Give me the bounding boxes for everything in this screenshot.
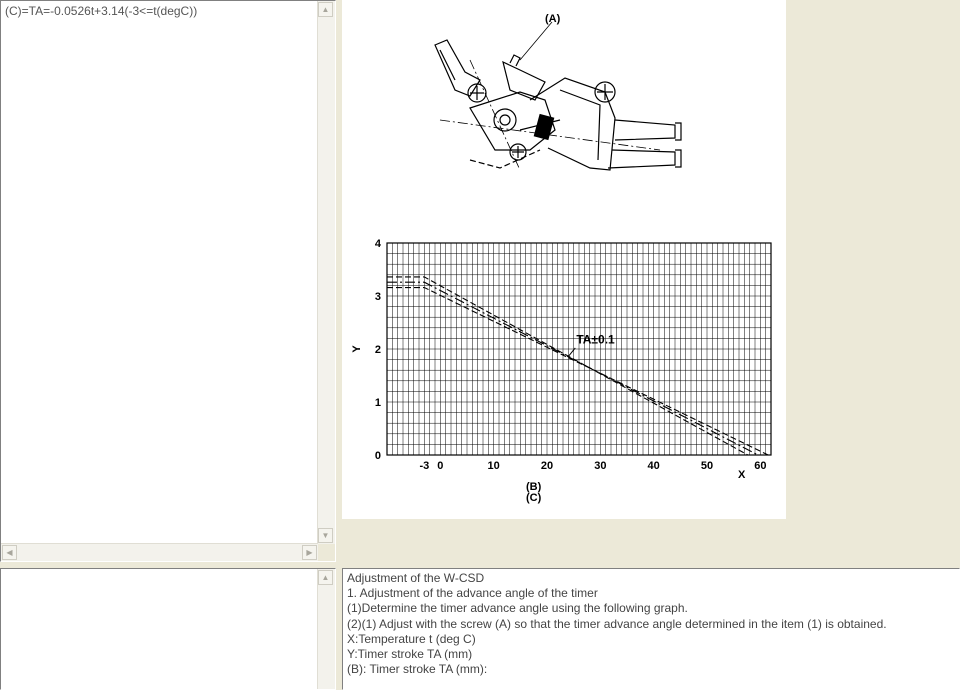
formula-horizontal-scrollbar[interactable] — [1, 543, 318, 561]
scroll-right-button[interactable]: ▶ — [302, 545, 317, 560]
y-tick-label: 1 — [374, 397, 381, 409]
description-line: 1. Adjustment of the advance angle of the timer — [347, 586, 598, 601]
scroll-down-button[interactable]: ▼ — [318, 528, 333, 543]
x-tick-label: 50 — [700, 460, 714, 472]
x-tick-label: 0 — [437, 460, 444, 472]
y-tick-label: 0 — [374, 450, 381, 462]
x-tick-label: -3 — [419, 460, 430, 472]
screw-label: (A) — [545, 13, 561, 25]
x-caption-c: (C) — [526, 492, 542, 504]
description-line: Y:Timer stroke TA (mm) — [347, 647, 473, 662]
tolerance-annotation: TA±0.1 — [576, 332, 615, 347]
bottom-left-vertical-scrollbar[interactable] — [317, 569, 335, 689]
y-axis-label: Y — [351, 345, 363, 353]
x-tick-label: 10 — [487, 460, 500, 472]
description-line: (B): Timer stroke TA (mm): — [347, 662, 488, 677]
x-tick-label: 30 — [594, 460, 607, 472]
scroll-left-button[interactable]: ◀ — [2, 545, 17, 560]
description-pane — [342, 568, 960, 690]
x-axis-label: X — [737, 469, 746, 481]
scroll-up-button[interactable]: ▲ — [318, 2, 333, 17]
description-line: (1)Determine the timer advance angle using the following graph. — [347, 601, 688, 616]
y-tick-label: 3 — [374, 291, 381, 303]
diagram-pane — [342, 0, 960, 562]
x-tick-label: 60 — [754, 460, 767, 472]
formula-text: (C)=TA=-0.0526t+3.14(-3<=t(degC)) — [5, 4, 198, 18]
diagram-paper — [342, 0, 786, 519]
description-text — [347, 571, 887, 677]
scroll-up-button[interactable]: ▲ — [318, 570, 333, 585]
scrollbar-corner — [318, 544, 335, 561]
diagram-canvas — [342, 0, 960, 562]
description-line: (2)(1) Adjust with the screw (A) so that the timer advance angle determined in the item (1) is obtained. — [347, 616, 887, 631]
description-line: Adjustment of the W-CSD — [347, 571, 485, 585]
y-tick-label: 2 — [374, 344, 381, 356]
x-tick-label: 40 — [647, 460, 660, 472]
formula-pane — [0, 0, 336, 562]
bottom-left-pane — [0, 568, 336, 690]
y-tick-label: 4 — [374, 238, 381, 250]
x-tick-label: 20 — [540, 460, 554, 472]
description-line: X:Temperature t (deg C) — [347, 631, 476, 646]
x-caption-b: (B) — [526, 481, 542, 493]
formula-vertical-scrollbar[interactable] — [317, 1, 335, 544]
